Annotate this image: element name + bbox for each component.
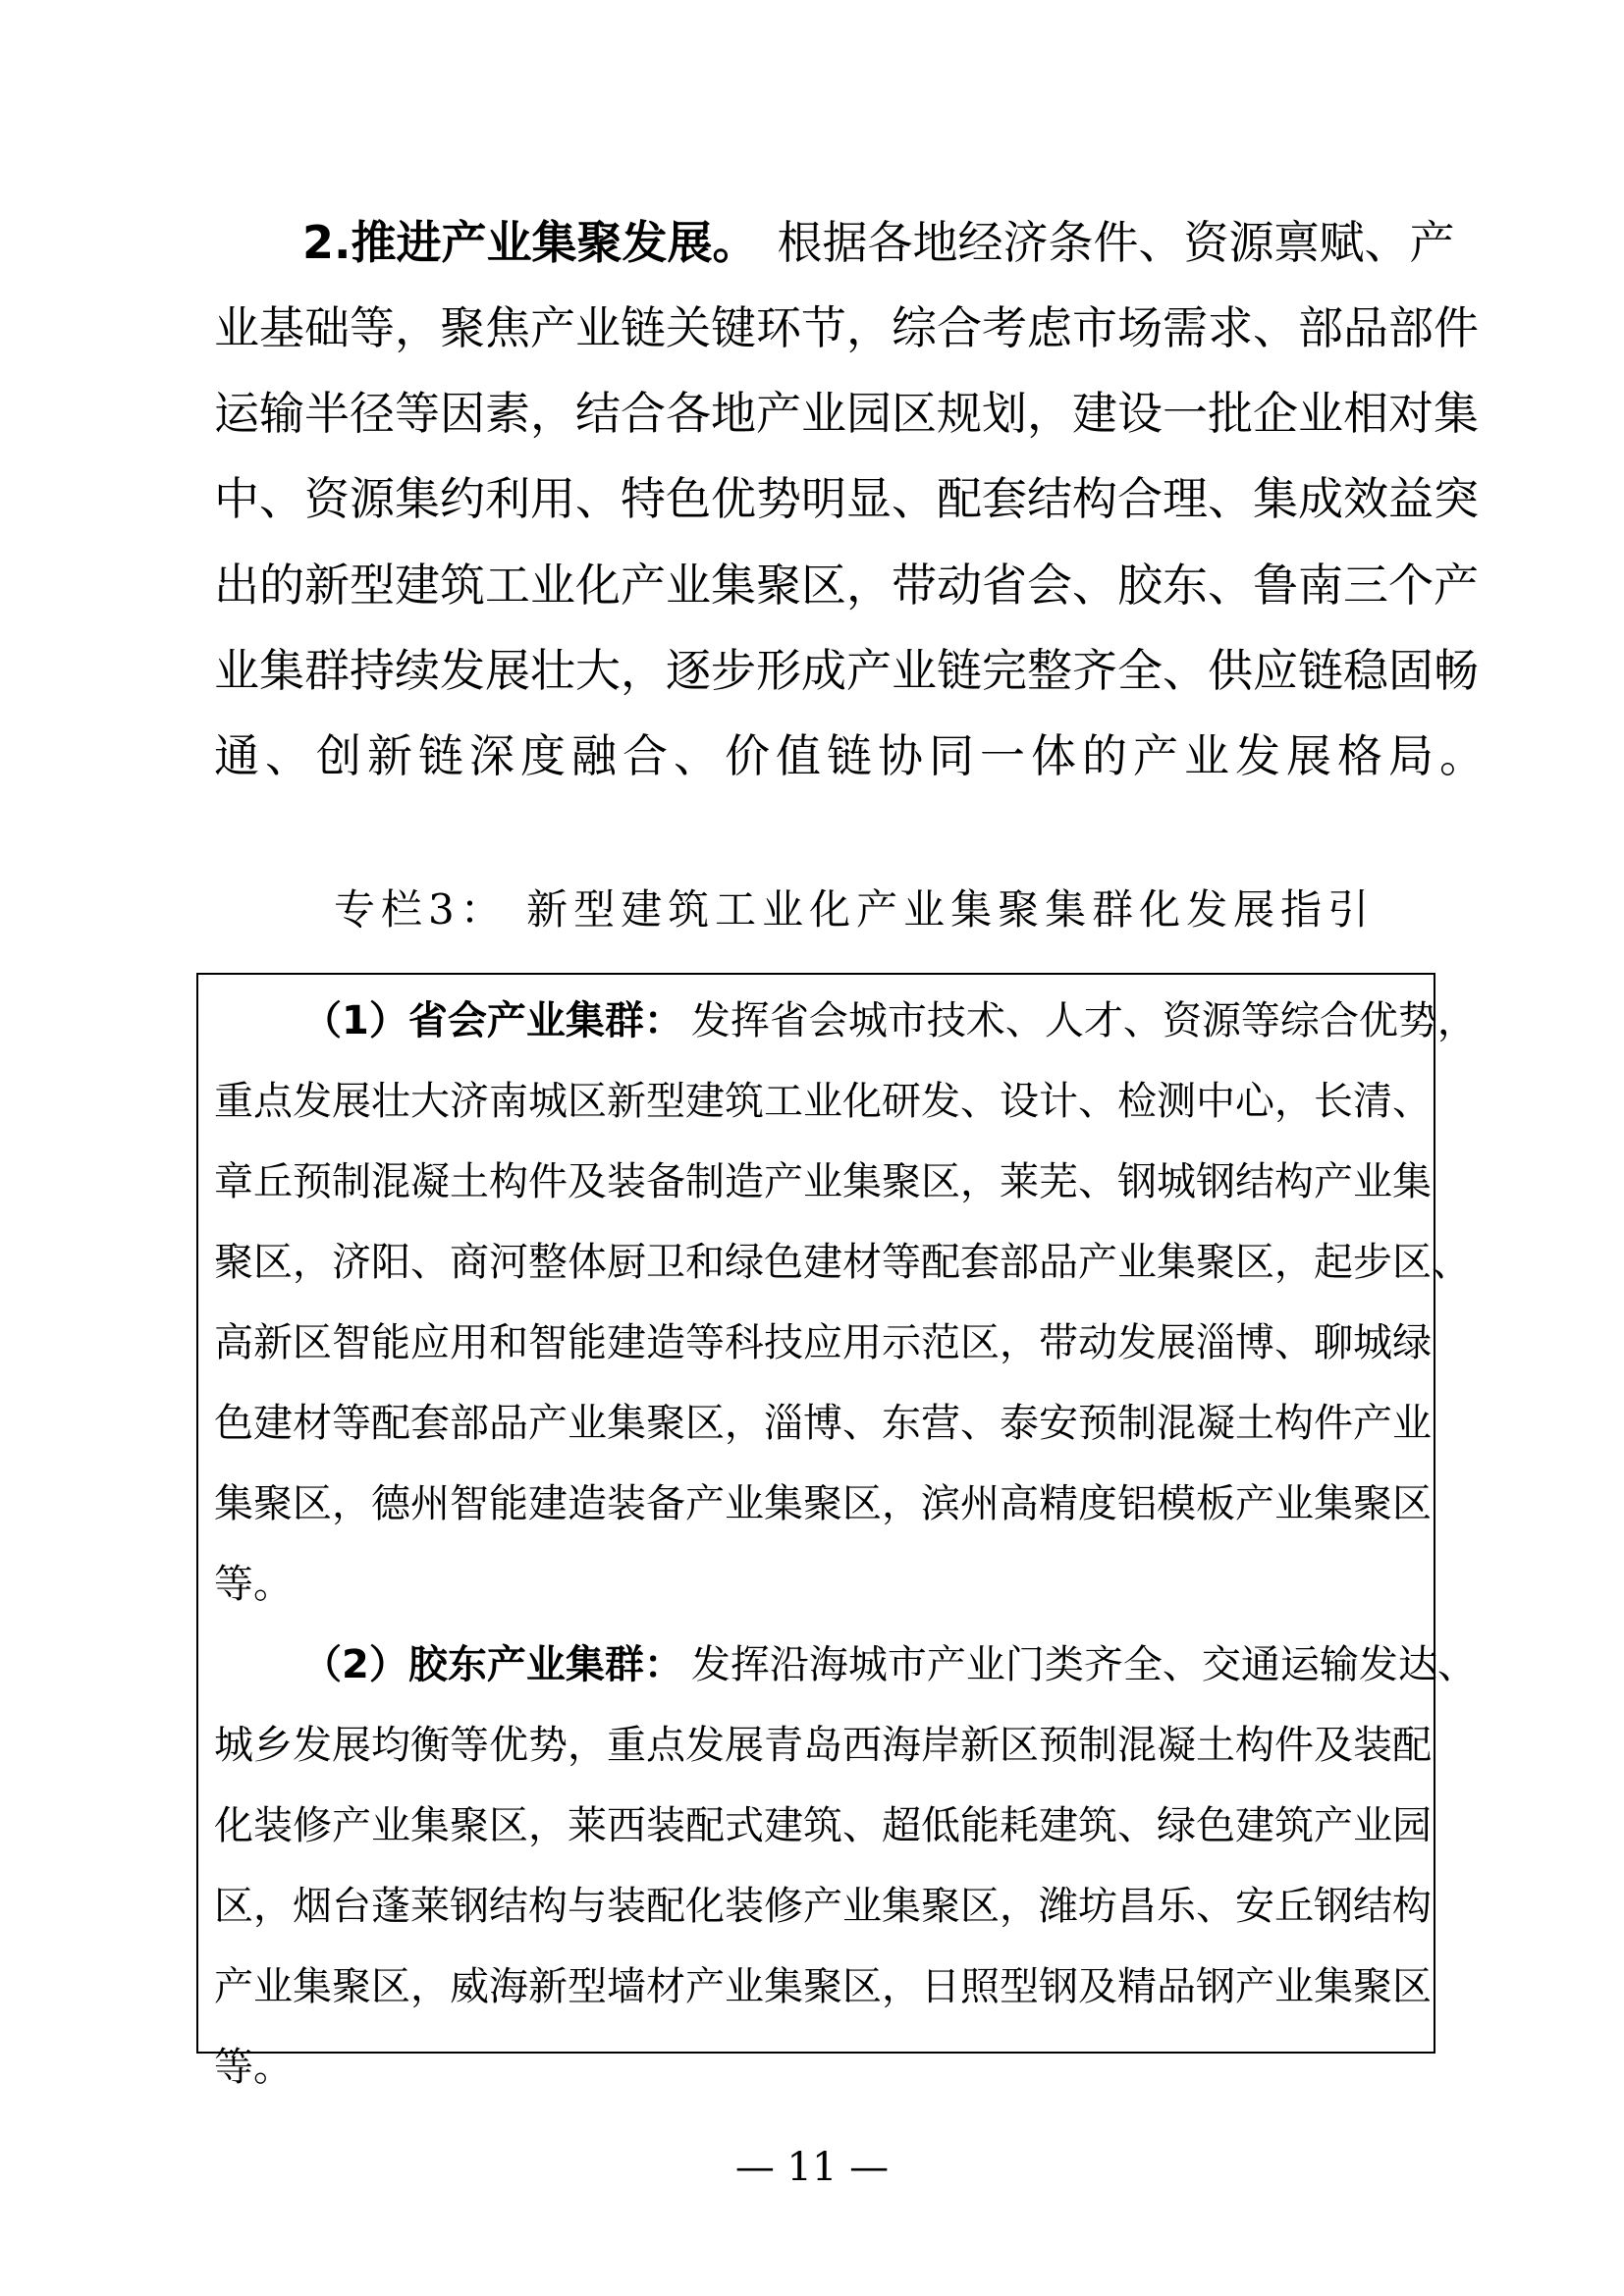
- item-2-line-1: [302, 1637, 1477, 1692]
- section-line: 运输半径等因素，结合各地产业园区规划，建设一批企业相对集: [214, 387, 1479, 440]
- section-line: 业集群持续发展壮大，逐步形成产业链完整齐全、供应链稳固畅: [214, 644, 1479, 697]
- item-line: 等。: [214, 1562, 293, 1607]
- item-1-line-1: [302, 993, 1477, 1048]
- item-line: 高新区智能应用和智能建造等科技应用示范区，带动发展淄博、聊城绿: [214, 1320, 1432, 1365]
- section-line: 业基础等，聚焦产业链关键环节，综合考虑市场需求、部品部件: [214, 301, 1479, 354]
- item-line: 章丘预制混凝土构件及装备制造产业集聚区，莱芜、钢城钢结构产业集: [214, 1159, 1432, 1204]
- section-heading: 2.推进产业集聚发展。: [302, 216, 758, 269]
- section-text: 根据各地经济条件、资源禀赋、产: [777, 216, 1455, 269]
- item-2-heading: （2）胶东产业集群：: [302, 1642, 683, 1687]
- item-line: 聚区，济阳、商河整体厨卫和绿色建材等配套部品产业集聚区，起步区、: [214, 1240, 1471, 1285]
- section-line: 出的新型建筑工业化产业集聚区，带动省会、胶东、鲁南三个产: [214, 559, 1479, 612]
- item-line: 色建材等配套部品产业集聚区，淄博、东营、泰安预制混凝土构件产业: [214, 1401, 1432, 1446]
- section-line: 中、资源集约利用、特色优势明显、配套结构合理、集成效益突: [214, 472, 1479, 525]
- item-1-text: 发挥省会城市技术、人才、资源等综合优势，: [690, 998, 1477, 1043]
- column-caption: 专栏3： 新型建筑工业化产业集聚集群化发展指引: [334, 885, 1376, 934]
- page-number: — 11 —: [734, 2145, 890, 2190]
- item-2-text: 发挥沿海城市产业门类齐全、交通运输发达、: [690, 1642, 1477, 1687]
- item-line: 城乡发展均衡等优势，重点发展青岛西海岸新区预制混凝土构件及装配: [214, 1723, 1432, 1768]
- item-line: 化装修产业集聚区，莱西装配式建筑、超低能耗建筑、绿色建筑产业园: [214, 1803, 1432, 1848]
- item-line: 产业集聚区，威海新型墙材产业集聚区，日照型钢及精品钢产业集聚区: [214, 1964, 1432, 2009]
- item-line: 区，烟台蓬莱钢结构与装配化装修产业集聚区，潍坊昌乐、安丘钢结构: [214, 1884, 1432, 1929]
- item-line: 集聚区，德州智能建造装备产业集聚区，滨州高精度铝模板产业集聚区: [214, 1481, 1432, 1526]
- item-line: 等。: [214, 2045, 293, 2090]
- item-line: 重点发展壮大济南城区新型建筑工业化研发、设计、检测中心，长清、: [214, 1079, 1432, 1124]
- item-1-heading: （1）省会产业集群：: [302, 998, 683, 1043]
- section-line: 通、创新链深度融合、价值链协同一体的产业发展格局。: [214, 729, 1490, 782]
- section-line-1: [302, 213, 1455, 272]
